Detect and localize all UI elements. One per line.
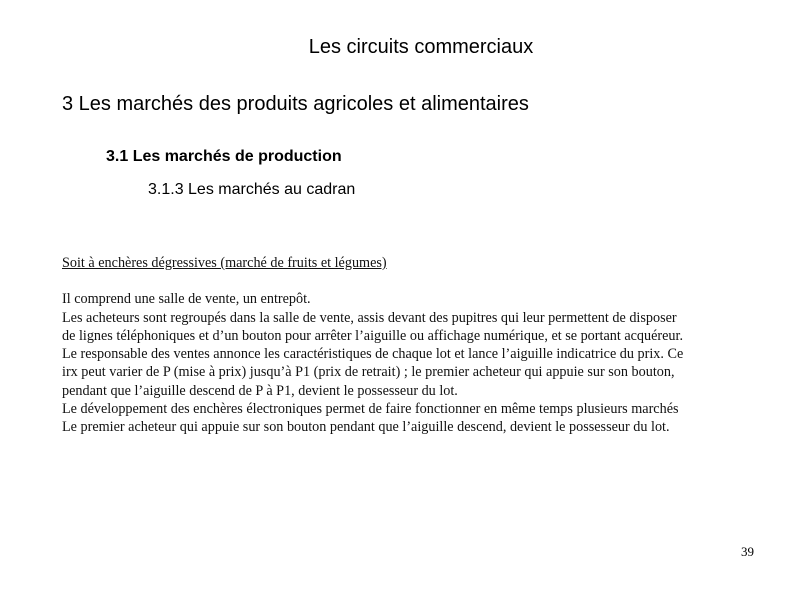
- body-line: de lignes téléphoniques et d’un bouton pour arrêter l’aiguille ou affichage numérique, et se portant acquéreur.: [62, 327, 684, 344]
- page-number: 39: [741, 544, 754, 559]
- body-text: [62, 254, 774, 437]
- body-line: Les acheteurs sont regroupés dans la salle de vente, assis devant des pupitres qui leur permettent de disposer: [62, 309, 677, 326]
- section-heading: 3 Les marchés des produits agricoles et alimentaires: [62, 93, 529, 115]
- subsection-heading: 3.1 Les marchés de production: [106, 148, 342, 165]
- body-line: Le premier acheteur qui appuie sur son bouton pendant que l’aiguille descend, devient le possesseur du lot.: [62, 419, 670, 436]
- body-subtitle: Soit à enchères dégressives (marché de fruits et légumes): [62, 255, 387, 271]
- body-line: pendant que l’aiguille descend de P à P1, devient le possesseur du lot.: [62, 382, 458, 399]
- slide-title: Les circuits commerciaux: [308, 36, 534, 58]
- body-line: Il comprend une salle de vente, un entrepôt.: [62, 291, 311, 308]
- subsubsection-heading: 3.1.3 Les marchés au cadran: [148, 181, 356, 198]
- body-line: irx peut varier de P (mise à prix) jusqu’à P1 (prix de retrait) ; le premier acheteur qui appuie sur son bouton,: [62, 364, 675, 381]
- body-line: Le responsable des ventes annonce les caractéristiques de chaque lot et lance l’aiguille indicatrice du prix. Ce: [62, 346, 684, 363]
- body-line: Le développement des enchères électroniques permet de faire fonctionner en même temps plusieurs marchés: [62, 401, 679, 418]
